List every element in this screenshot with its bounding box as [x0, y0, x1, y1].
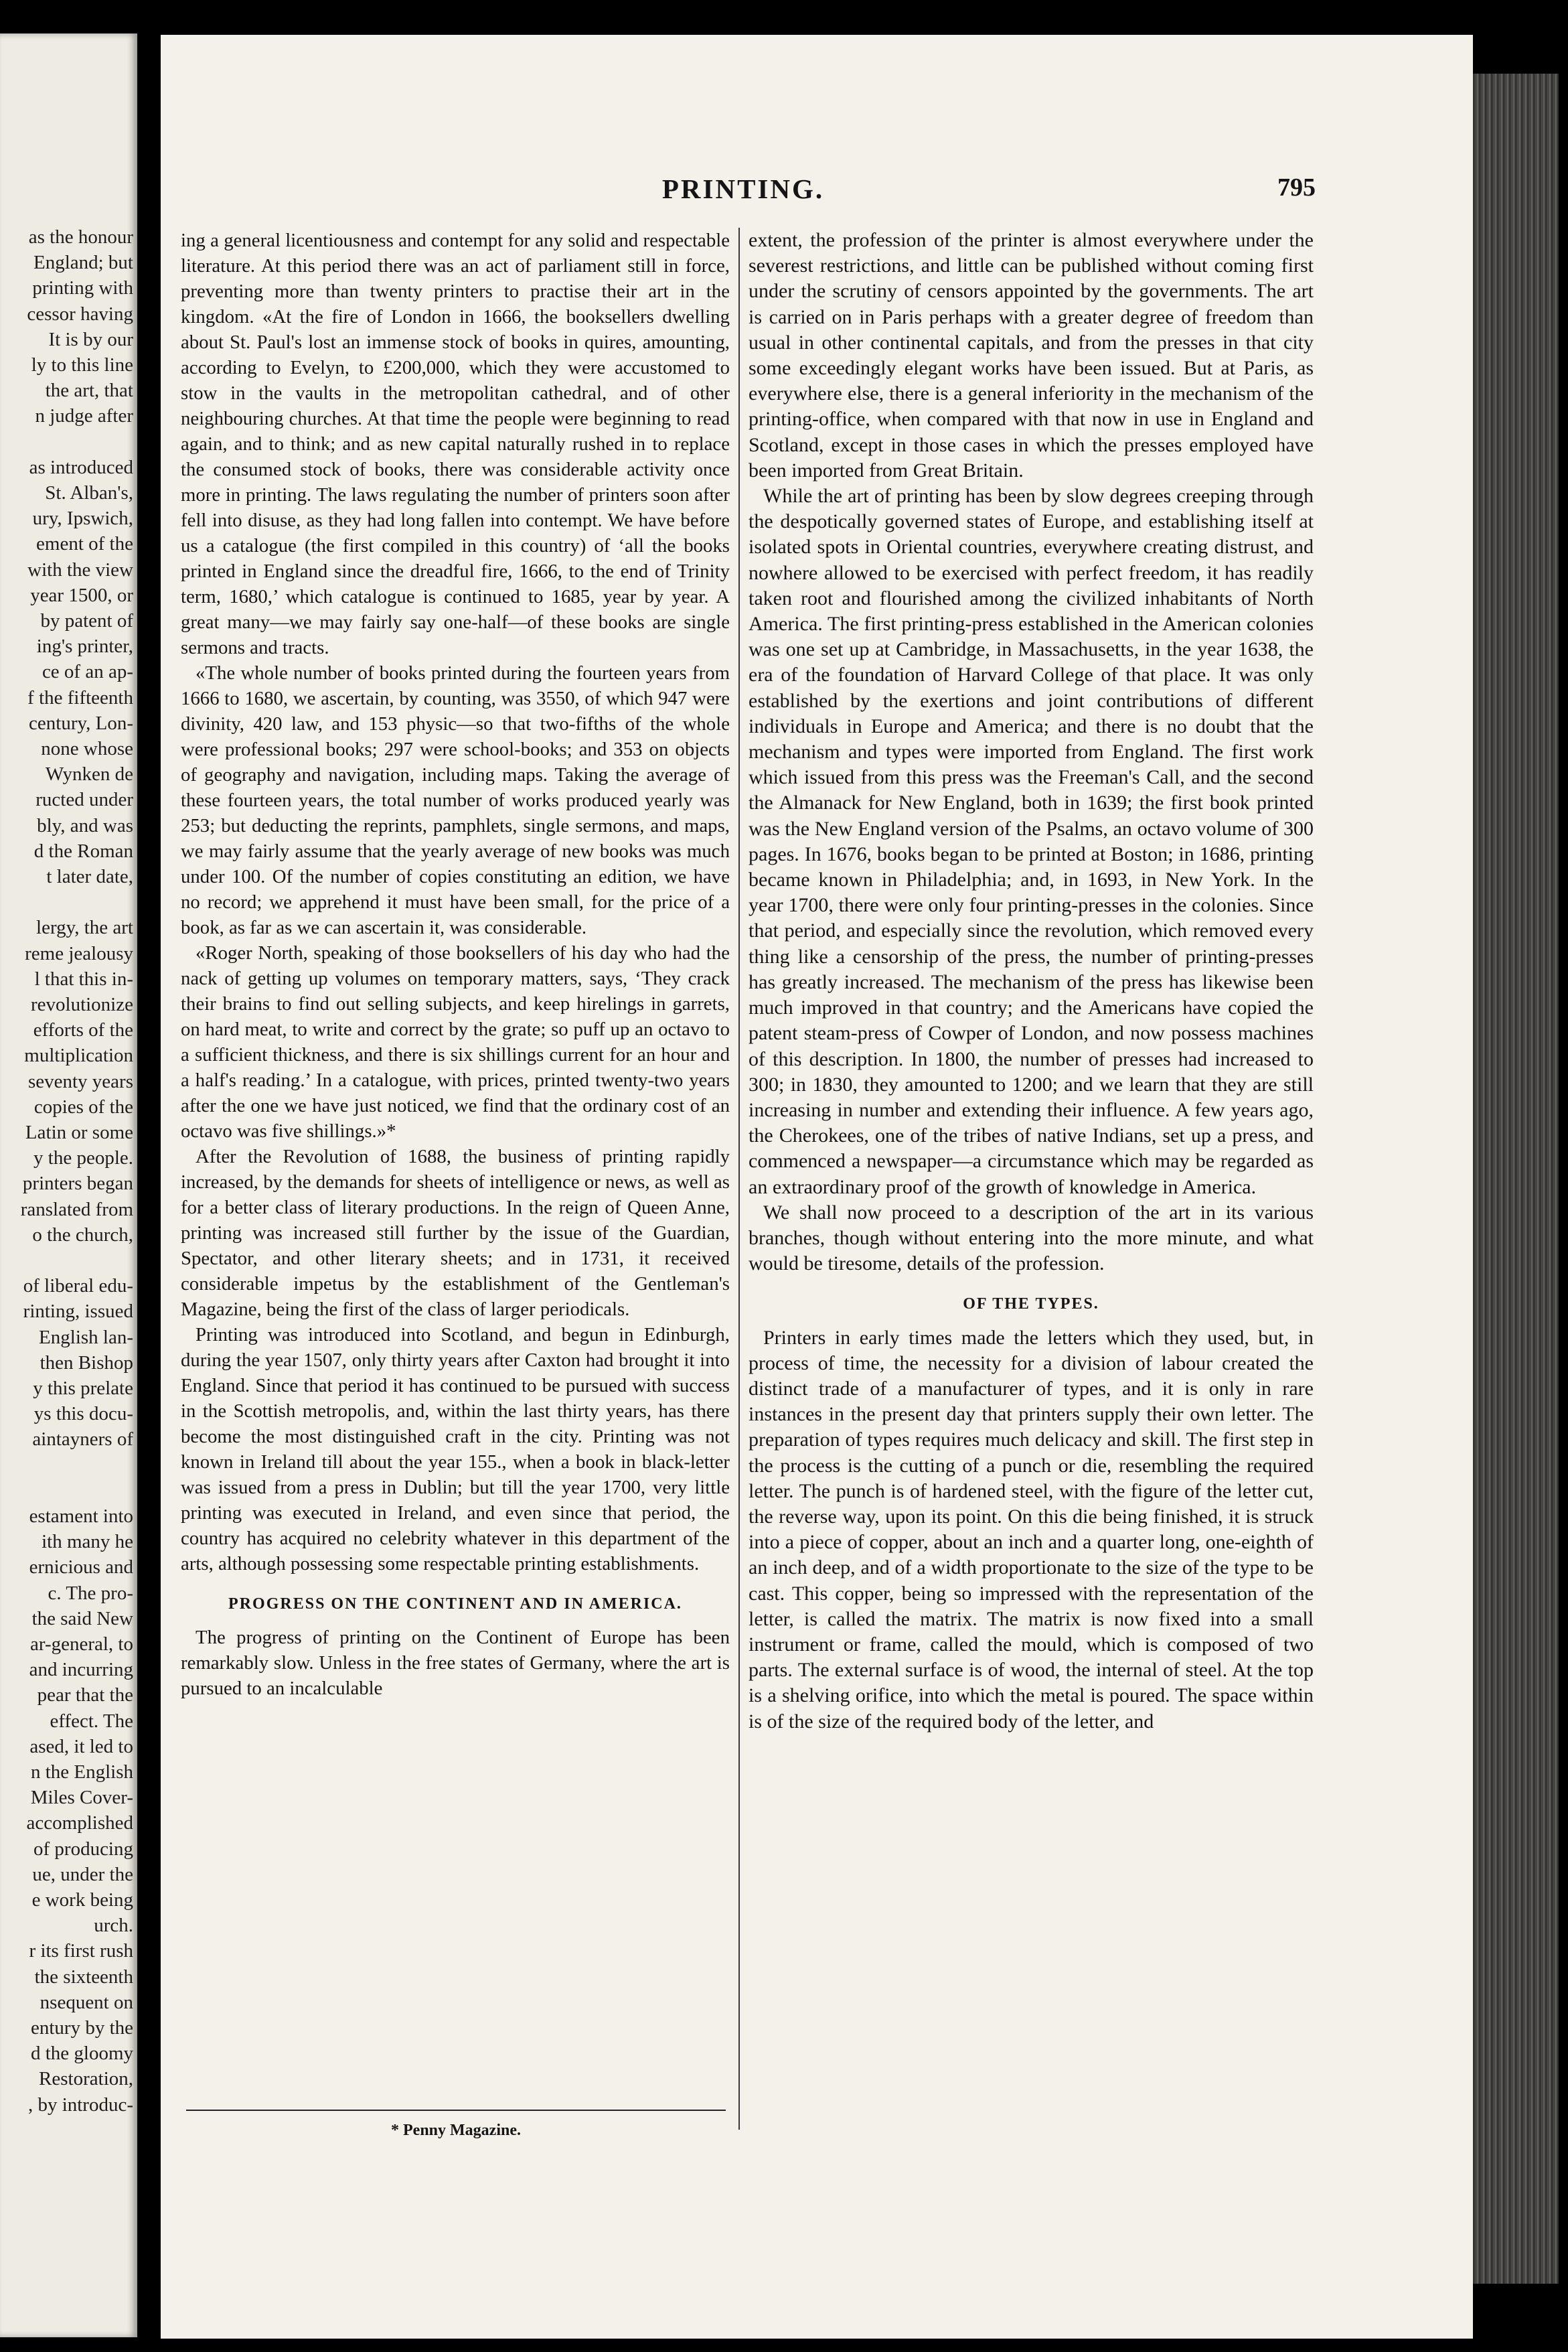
- facing-page-line: and incurring: [29, 1659, 133, 1681]
- paragraph: ing a general licentiousness and contempt for any solid and respectable literature. At this period there was an act of parliament still in force, preventing more than twenty printers to practise their art in the kingdom. «At the fire of London in 1666, the booksellers dwelling about St. Paul's lost an immense stock of books in quires, amounting, according to Evelyn, to £200,000, which they were accustomed to stow in the vaults in the metropolitan cathedral, and of other neighbouring churches. At that time the people were beginning to read again, and to think; and as new capital naturally rushed in to replace the consumed stock of books, there was considerable activity once more in printing. The laws regulating the number of printers soon after fell into disuse, as they had long fallen into contempt. We have before us a catalogue (the first compiled in this country) of ‘all the books printed in England since the dreadful fire, 1666, to the end of Trinity term, 1680,’ which catalogue is continued to 1685, year by year. A great many—we may fairly say one-half—of these books are single sermons and tracts.: [181, 230, 730, 658]
- section-heading: OF THE TYPES.: [963, 1295, 1099, 1313]
- facing-page-line: copies of the: [33, 1096, 133, 1118]
- facing-page-line: effect. The: [50, 1710, 133, 1732]
- facing-page-line: entury by the: [30, 2017, 133, 2039]
- footnote-rule: [186, 2110, 726, 2111]
- facing-page-line: of producing: [33, 1838, 133, 1860]
- facing-page-line: o the church,: [32, 1224, 133, 1246]
- facing-page-line: Wynken de: [45, 763, 133, 786]
- facing-page-line: as introduced: [29, 456, 133, 478]
- facing-page-line: nsequent on: [40, 1991, 133, 2013]
- right-column: [749, 228, 1314, 1735]
- facing-page-line: d the Roman: [33, 840, 133, 862]
- facing-page-line: estament into: [29, 1505, 133, 1527]
- facing-page-line: ue, under the: [32, 1863, 133, 1885]
- facing-page-line: with the view: [27, 559, 133, 581]
- facing-page-line: r its first rush: [29, 1940, 133, 1962]
- facing-page-line: ly to this line: [31, 354, 133, 376]
- facing-page-line: f the fifteenth: [27, 686, 133, 709]
- facing-page-line: none whose: [41, 738, 133, 759]
- facing-page-line: the sixteenth: [34, 1966, 133, 1988]
- footnote: * Penny Magazine.: [391, 2122, 521, 2139]
- left-column: [181, 228, 730, 1701]
- facing-page-line: printing with: [32, 277, 133, 299]
- paragraph: Printing was introduced into Scotland, and begun in Edinburgh, during the year 1507, only thirty years after Caxton had brought it into England. Since that period it has continued to be pursued with success in the Scottish metropolis, and, within the last thirty years, has there become the most distinguished craft in the city. Printing was not known in Ireland till about the year 155., when a book in black-letter was issued from a press in Dublin; but till the year 1700, very little printing was executed in Ireland, and even since that period, the country has acquired no celebrity whatever in this department of the arts, although possessing some respectable printing establishments.: [181, 1324, 730, 1574]
- facing-page-line: aintayners of: [32, 1428, 133, 1451]
- running-title: PRINTING.: [661, 173, 825, 204]
- facing-page-line: by patent of: [40, 610, 133, 632]
- facing-page-line: England; but: [33, 252, 133, 274]
- facing-page-line: multiplication: [24, 1045, 133, 1067]
- facing-page-line: cessor having: [27, 303, 133, 325]
- facing-page-line: lergy, the art: [36, 917, 133, 939]
- facing-page-line: the said New: [31, 1607, 133, 1629]
- facing-page-line: of liberal edu-: [23, 1275, 133, 1297]
- facing-page-line: as the honour: [28, 226, 133, 248]
- facing-page-line: y the people.: [33, 1147, 133, 1169]
- facing-page-line: accomplished: [26, 1812, 133, 1834]
- facing-page-line: the art, that: [45, 380, 133, 402]
- paragraph: «The whole number of books printed during the fourteen years from 1666 to 1680, we ascertain, by counting, was 3550, of which 947 were divinity, 420 law, and 153 physic—so that two-fifths of the whole were professional books; 297 were school-books; and 353 on objects of geography and navigation, including maps. Taking the average of these fourteen years, the total number of works produced yearly was 253; but deducting the reprints, pamphlets, single sermons, and maps, we may fairly assume that the yearly average of new books was much under 100. Of the number of copies constituting an edition, we have no record; we apprehend it must have been small, for the price of a book, as far as we can ascertain it, was considerable.: [181, 662, 730, 938]
- facing-page-line: efforts of the: [33, 1019, 133, 1041]
- facing-page-line: St. Alban's,: [45, 482, 133, 504]
- facing-page-line: , by introduc-: [27, 2093, 133, 2116]
- facing-page-line: Miles Cover-: [30, 1787, 133, 1809]
- facing-page-line: ith many he: [42, 1531, 133, 1553]
- facing-page-line: e work being: [31, 1889, 133, 1911]
- paragraph: Printers in early times made the letters which they used, but, in process of time, the necessity for a division of labour created the distinct trade of a manufacturer of types, and it is only in rare instances in the present day that printers supply their own letter. The preparation of types requires much delicacy and skill. The first step in the process is the cutting of a punch or die, resembling the required letter. The punch is of hardened steel, with the figure of the letter cut, the reverse way, upon its point. On this die being finished, it is struck into a piece of copper, about an inch and a quarter long, one-eighth of an inch deep, and of a width proportionate to the size of the type to be cast. This copper, being so impressed with the representation of the letter, is called the matrix. The matrix is now fixed into a small instrument or frame, called the mould, which is composed of two parts. The external surface is of wood, the internal of steel. At the top is a shelving orifice, into which the metal is poured. The space within is of the size of the required body of the letter, and: [749, 1326, 1314, 1733]
- paragraph: While the art of printing has been by slow degrees creeping through the despotically governed states of Europe, and establishing itself at isolated spots in Oriental countries, everywhere creating distrust, and nowhere allowed to be exercised with perfect freedom, it has readily taken root and flourished among the civilized inhabitants of North America. The first printing-press established in the American colonies was one set up at Cambridge, in Massachusetts, in the year 1638, the era of the foundation of Harvard College of that place. It was only established by the exertions and joint contributions of different individuals in Europe and America; and there is no doubt that the mechanism and types were imported from England. The first work which issued from this press was the Freeman's Call, and the second the Almanack for New England, both in 1639; the first book printed was the New England version of the Psalms, an octavo volume of 300 pages. In 1676, books began to be printed at Boston; in 1686, printing became known in Philadelphia; and, in 1693, in New York. In the year 1700, there were only four printing-presses in the colonies. Since that period, and especially since the revolution, which removed every thing like a censorship of the press, the number of printing-presses has greatly increased. The mechanism of the press has likewise been much improved in that country; and the Americans have copied the patent steam-press of Cowper of London, and now possess machines of this description. In 1800, the number of presses had increased to 300; in 1830, they amounted to 1200; and we learn that they are still increasing in number and extending their influence. A few years ago, the Cherokees, one of the tribes of native Indians, set up a press, and commenced a newspaper—a circumstance which may be regarded as an extraordinary proof of the growth of knowledge in America.: [749, 485, 1314, 1198]
- facing-page-line: Restoration,: [39, 2068, 133, 2090]
- facing-page-line: ar-general, to: [30, 1633, 133, 1655]
- facing-page-line: bly, and was: [37, 814, 133, 836]
- facing-page-line: ement of the: [36, 533, 133, 555]
- facing-page-line: urch.: [94, 1915, 133, 1937]
- facing-page-line: ury, Ipswich,: [32, 508, 133, 530]
- facing-page-line: year 1500, or: [30, 584, 133, 606]
- paragraph: «Roger North, speaking of those booksellers of his day who had the nack of getting up volumes on temporary matters, says, ‘They crack their brains to find out selling subjects, and keep hirelings in garrets, on hard meat, to write and correct by the grate; so puff up an octavo to a sufficient thickness, and there is six shillings current for an hour and a half's reading.’ In a catalogue, with prices, printed twenty-two years after the one we have just noticed, we find that the ordinary cost of an octavo was five shillings.»*: [181, 942, 730, 1142]
- facing-page-fragment: [0, 33, 137, 2337]
- facing-page-line: ased, it led to: [29, 1735, 133, 1757]
- facing-page-line: ernicious and: [29, 1556, 133, 1578]
- facing-page-line: Latin or some: [25, 1122, 133, 1143]
- facing-page-line: rinting, issued: [23, 1301, 133, 1323]
- facing-page-line: ys this docu-: [33, 1403, 133, 1425]
- facing-page-line: n the English: [30, 1761, 133, 1783]
- facing-page-line: reme jealousy: [25, 942, 133, 964]
- facing-page-line: pear that the: [37, 1684, 133, 1706]
- section-heading: PROGRESS ON THE CONTINENT AND IN AMERICA.: [228, 1595, 682, 1613]
- facing-page-line: ing's printer,: [36, 636, 133, 658]
- facing-page-line: then Bishop: [40, 1351, 133, 1374]
- facing-page-line: It is by our: [48, 328, 133, 350]
- facing-page-line: printers began: [22, 1173, 133, 1195]
- facing-page-line: n judge after: [35, 405, 133, 427]
- facing-page-line: English lan-: [39, 1326, 133, 1348]
- facing-page-line: ructed under: [35, 789, 133, 811]
- facing-page-line: ce of an ap-: [42, 661, 133, 683]
- paragraph: After the Revolution of 1688, the business of printing rapidly increased, by the demands for sheets of intelligence or news, as well as for a better class of literary productions. In the reign of Queen Anne, printing was increased still further by the issue of the Guardian, Spectator, and other literary sheets; and in 1731, it received considerable impetus by the establishment of the Gentleman's Magazine, being the first of the class of larger periodicals.: [181, 1146, 730, 1320]
- paragraph: We shall now proceed to a description of the art in its various branches, though without entering into the more minute, and what would be tiresome, details of the profession.: [749, 1201, 1314, 1275]
- facing-page-line: century, Lon-: [29, 712, 133, 734]
- facing-page-line: revolutionize: [30, 994, 133, 1015]
- paragraph: The progress of printing on the Continent of Europe has been remarkably slow. Unless in the free states of Germany, where the art is pursued to an incalculable: [181, 1627, 730, 1699]
- page-number: 795: [1277, 173, 1316, 202]
- paragraph: extent, the profession of the printer is almost everywhere under the severest restrictions, and little can be published without coming first under the scrutiny of censors appointed by the governments. The art is carried on in Paris perhaps with a greater degree of freedom than usual in other continental capitals, and from the presses in that city some exceedingly elegant works have been issued. But at Paris, as everywhere else, there is a general inferiority in the mechanism of the printing-office, when compared with that now in use in England and Scotland, except in those cases in which the presses employed have been imported from Great Britain.: [749, 229, 1314, 482]
- column-divider: [738, 228, 740, 2130]
- facing-page-line: l that this in-: [34, 968, 133, 990]
- facing-page-line: ranslated from: [20, 1198, 133, 1220]
- facing-page-line: y this prelate: [33, 1378, 133, 1399]
- facing-page-line: d the gloomy: [30, 2043, 133, 2065]
- facing-page-line: c. The pro-: [48, 1582, 133, 1604]
- facing-page-line: seventy years: [27, 1070, 133, 1092]
- facing-page-line: t later date,: [46, 866, 133, 887]
